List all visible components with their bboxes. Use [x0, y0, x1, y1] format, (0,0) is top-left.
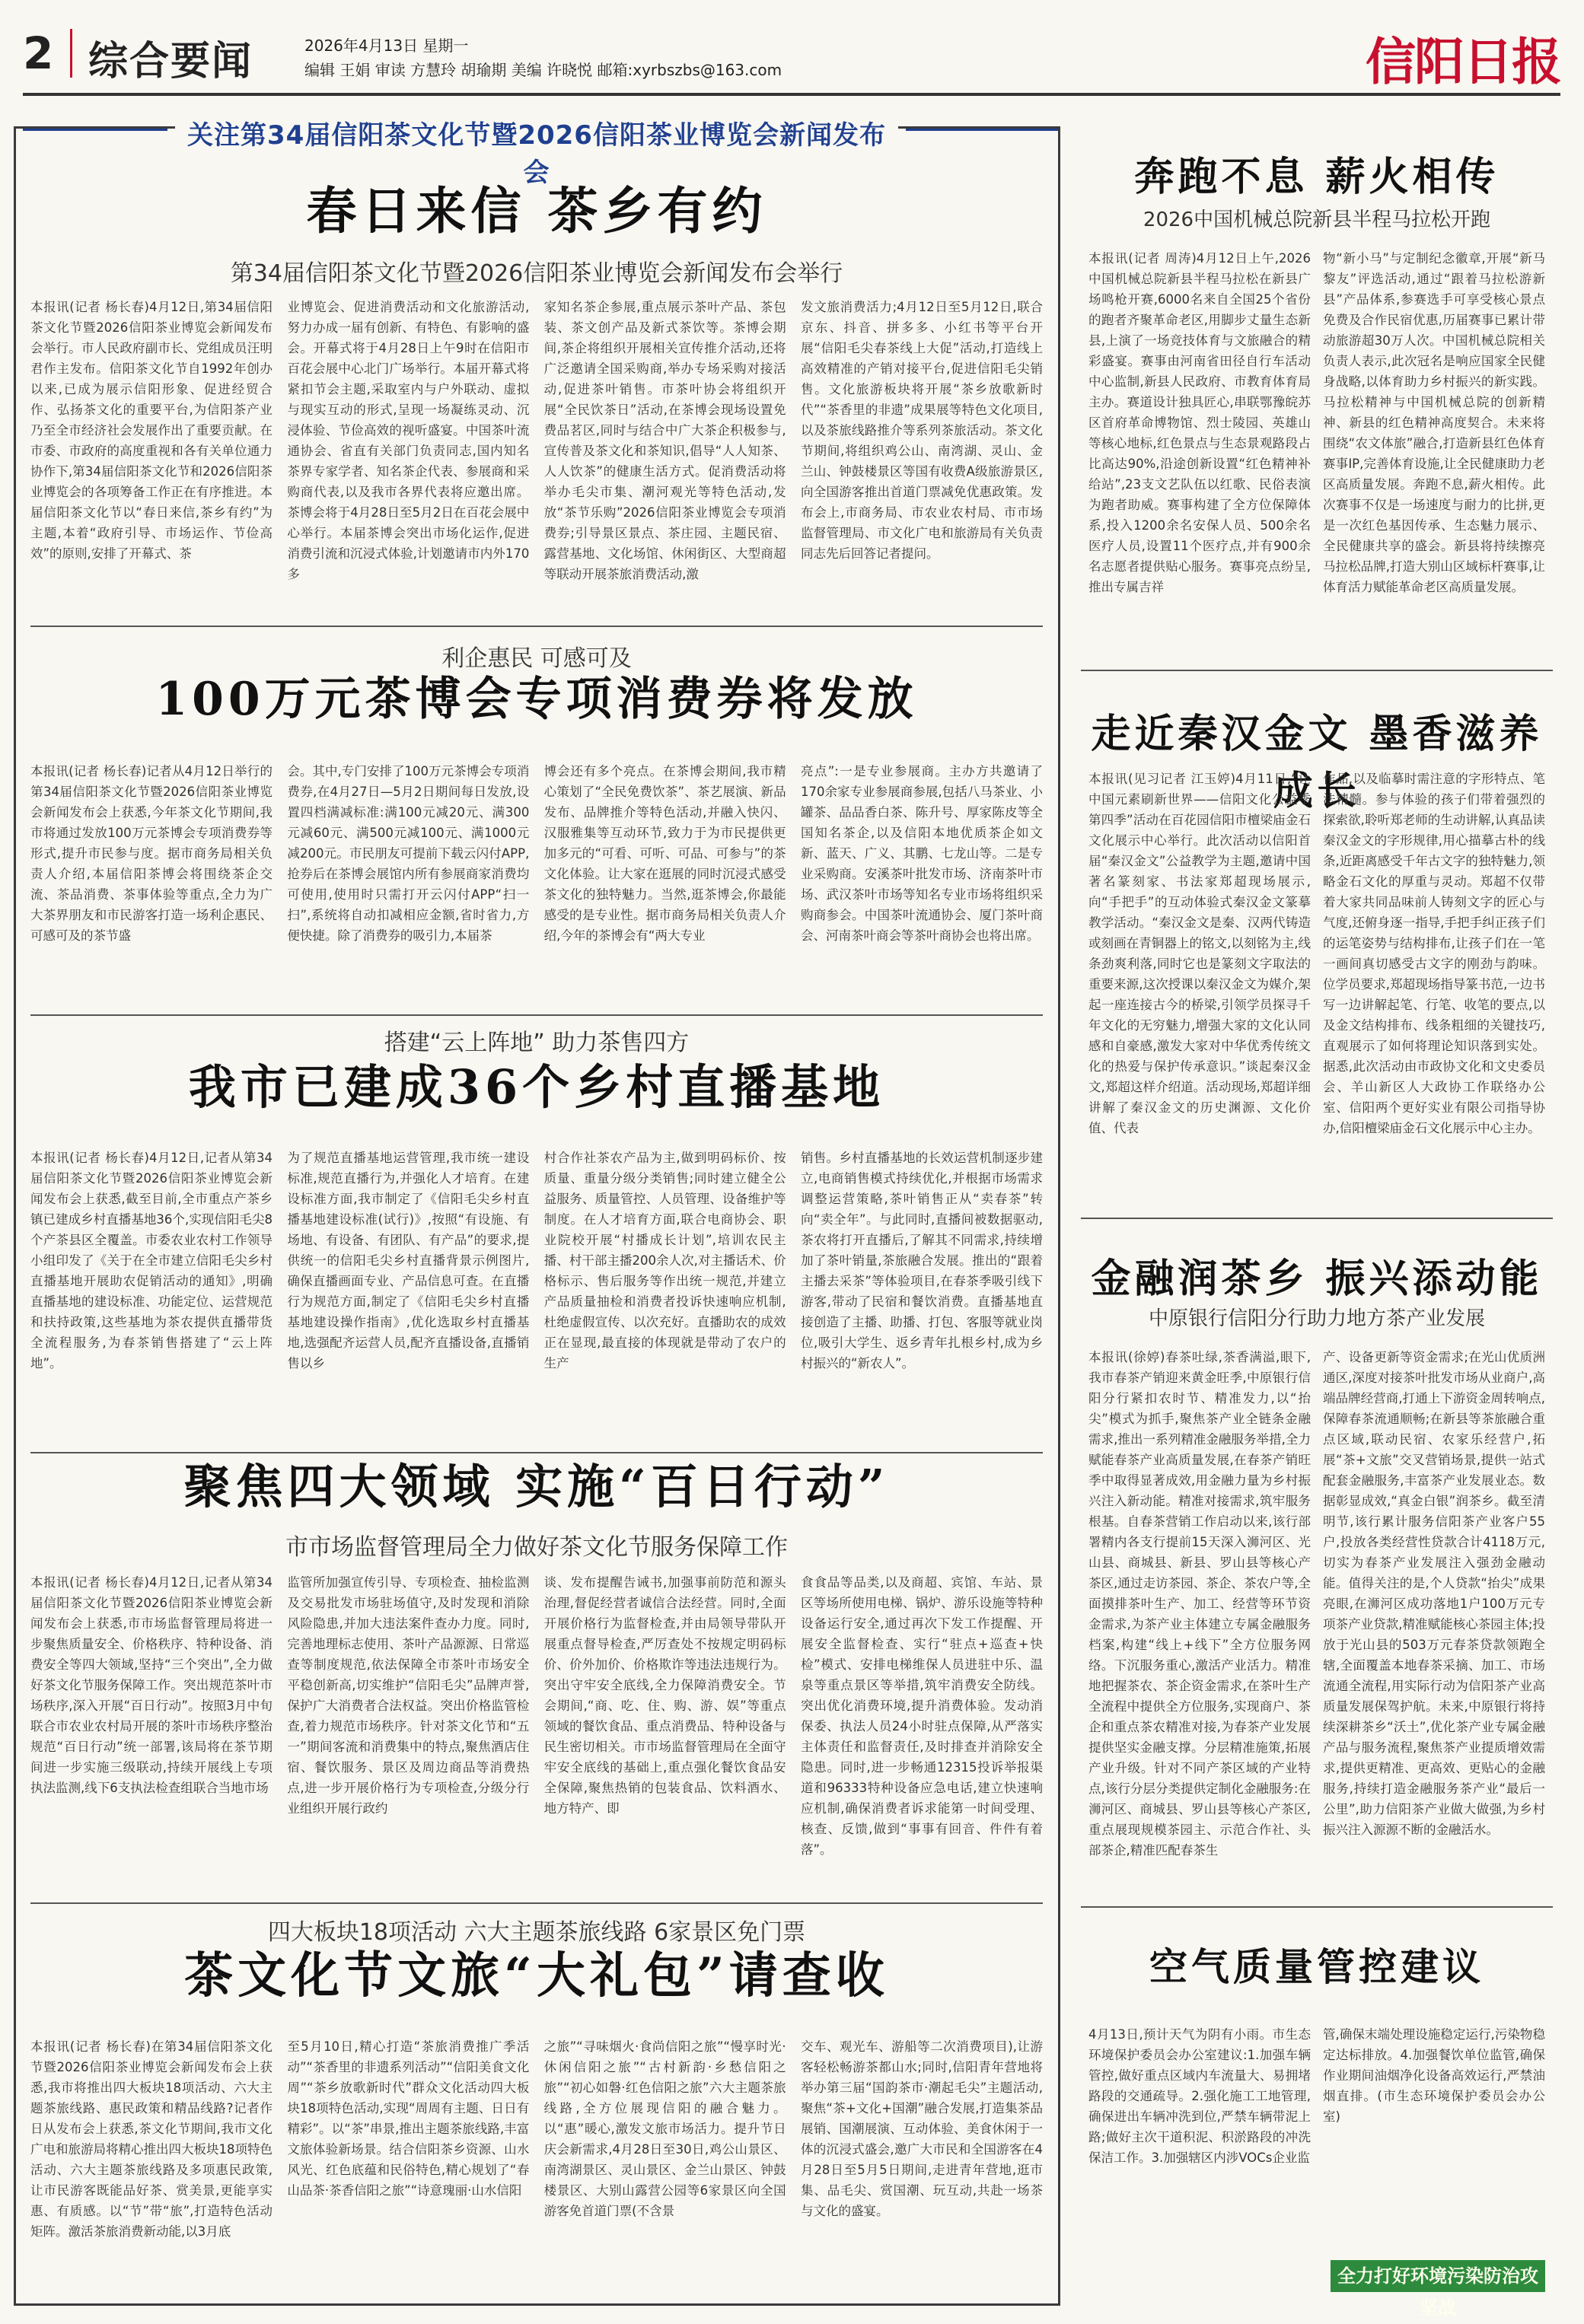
article4-body — [30, 1572, 1043, 1892]
right2-body — [1088, 769, 1545, 1195]
article1-col: 发文旅消费活力;4月12日至5月12日,联合京东、抖音、拼多多、小红书等平台开展“信阳毛尖春茶线上大促”活动,打造线上高效精准的产销对接平台,促进信阳毛尖销售。文化旅游板块将开展“茶乡放歌新时代”“茶香里的非遗”成果展等特色文化项目,以及茶旅线路推介等系列茶旅活动。茶文化节期间,将组织鸡公山、南湾湖、灵山、金兰山、钟鼓楼景区等国有收费A级旅游景区,向全国游客推出首道门票减免优惠政策。发布会上,市商务局、市农业农村局、市市场监督管理局、市文化广电和旅游局有关负责同志先后回答记者提问。 — [800, 300, 1043, 561]
article2-kicker: 利企惠民 可感可及 — [441, 645, 632, 672]
right3-subtitle: 中原银行信阳分行助力地方茶产业发展 — [1148, 1307, 1485, 1330]
article5-body — [30, 2036, 1043, 2295]
article5-col: 之旅”“寻味烟火·食尚信阳之旅”“慢享时光·休闲信阳之旅”“古村新韵·乡愁信阳之旅”“初心如磐·红色信阳之旅”六大主题茶旅线路,全方位展现信阳的融合魅力。以“惠”暖心,激发文旅市场活力。提升节日庆会新需求,4月28日至30日,鸡公山景区、南湾湖景区、灵山景区、金兰山景区、钟鼓楼景区、大别山露营公园等6家景区向全国游客免首道门票(不含景 — [543, 2039, 786, 2218]
newspaper-logo: 信阳日报 — [1366, 32, 1560, 91]
banner-text: 关注第34届信阳茶文化节暨2026信阳茶业博览会新闻发布会 — [175, 114, 898, 189]
divider — [1081, 1218, 1553, 1219]
article3-col: 村合作社茶农产品为主,做到明码标价、按质量、重量分级分类销售;同时建立健全公益服务、质量管控、人员管理、设备维护等制度。在人才培育方面,联合电商协会、职业院校开展“村播成长计划”,培训农民主播、村干部主播200余人次,对主播话术、价格标示、售后服务等作出统一规范,并建立产品质量抽检和消费者投诉快速响应机制,杜绝虚假宣传、以次充好。直播助农的成效正在显现,最直接的体现就是带动了农户的生产 — [543, 1151, 786, 1371]
right4-body — [1088, 2024, 1545, 2252]
right3-col: 本报讯(徐婷)春茶吐绿,茶香满溢,眼下,我市春茶产销迎来黄金旺季,中原银行信阳分行紧扣农时节、精准发力,以“抬尖”模式为抓手,聚焦茶产业全链条金融需求,推出一系列精准金融服务举措,全力赋能春茶产业高质量发展,在春茶产销旺季中取得显著成效,用金融力量为乡村振兴注入新动能。精准对接需求,筑牢服务根基。自春茶营销工作启动以来,该行部署精内各支行提前15天深入浉河区、光山县、商城县、新县、罗山县等核心产茶区,通过走访茶园、茶企、茶农户等,全面摸排茶叶生产、加工、经营等环节资金需求,为茶产业主体建立专属金融服务档案,构建“线上+线下”全方位服务网络。下沉服务重心,激活产业活力。精准地把握茶农、茶企资金需求,在茶叶生产全流程中提供全方位服务,实现商户、茶企和重点茶农精准对接,为春茶产业发展提供坚实金融支撑。分层精准施策,拓展产业升级。针对不同产茶区域的产业特点,该行分层分类提供定制化金融服务:在浉河区、商城县、罗山县等核心产茶区,重点展现规模茶园主、示范合作社、头部茶企,精准匹配春茶生 — [1088, 1350, 1311, 1858]
right1-subtitle: 2026中国机械总院新县半程马拉松开跑 — [1143, 209, 1491, 231]
section-name: 综合要闻 — [88, 39, 253, 84]
article4-title: 聚焦四大领域 实施“百日行动” — [183, 1459, 890, 1514]
article3-title: 我市已建成36个乡村直播基地 — [188, 1059, 885, 1115]
page-number: 2 — [23, 27, 54, 79]
article5-title: 茶文化节文旅“大礼包”请查收 — [184, 1947, 889, 2004]
staff-line: 编辑 王娟 审读 方慧玲 胡瑜期 美编 许晓悦 邮箱:xyrbszbs@163.com — [304, 61, 782, 79]
article5-col: 本报讯(记者 杨长春)在第34届信阳茶文化节暨2026信阳茶业博览会新闻发布会上获悉,我市将推出四大板块18项活动、六大主题茶旅线路、惠民政策和精品线路?记者作日从发布会上获悉,茶文化节期间,我市文化广电和旅游局将精心推出四大板块18项特色活动、六大主题茶旅线路及多项惠民政策,让市民游客既能品好茶、赏美景,更能享实惠、有质感。以“节”带“旅”,打造特色活动矩阵。激活茶旅消费新动能,以3月底 — [30, 2039, 272, 2239]
article2-col: 亮点”:一是专业参展商。主办方共邀请了170余家专业参展商参展,包括八马茶业、小罐茶、品品香白茶、陈升号、厚家陈皮等全国知名茶企,以及信阳本地优质茶企如文新、蓝天、广义、其鹏、七龙山等。二是专业采购商。安溪茶叶批发市场、济南茶叶市场、武汉茶叶市场等知名专业市场将组织采购商参会。中国茶叶流通协会、厦门茶叶商会、河南茶叶商会等茶叶商协会也将出席。 — [800, 764, 1043, 943]
divider — [30, 1014, 1043, 1016]
article1-title: 春日来信 茶乡有约 — [306, 181, 767, 240]
article1-subtitle: 第34届信阳茶文化节暨2026信阳茶业博览会新闻发布会举行 — [230, 260, 843, 287]
article4-col: 食食品等品类,以及商超、宾馆、车站、景区等场所使用电梯、锅炉、游乐设施等特种设备运行安全,通过再次下发工作提醒、开展安全监督检查、实行“驻点+巡查+快检”模式、安排电梯维保人员进驻中乐、温泉等重点景区等举措,筑牢消费安全防线。突出优化消费环境,提升消费体验。发动消保委、执法人员24小时驻点保障,从严落实主体责任和监督责任,及时排查并消除安全隐患。同时,进一步畅通12315投诉举报渠道和96333特种设备应急电话,建立快速响应机制,确保消费者诉求能第一时间受理、核查、反馈,做到“事事有回音、件件有着落”。 — [800, 1575, 1043, 1857]
issue-date: 2026年4月13日 星期一 — [304, 37, 469, 55]
header-divider — [70, 29, 72, 78]
article2-title: 100万元茶博会专项消费券将发放 — [155, 673, 918, 726]
article3-col: 本报讯(记者 杨长春)4月12日,记者从第34届信阳茶文化节暨2026信阳茶业博览会新闻发布会上获悉,截至目前,全市重点产茶乡镇已建成乡村直播基地36个,实现信阳毛尖8个产茶县区全覆盖。市委农业农村工作领导小组印发了《关于在全市建立信阳毛尖乡村直播基地开展助农促销活动的通知》,明确直播基地的建设标准、功能定位、运营规范和扶持政策,这些基地为茶农提供直播带货全流程服务,为春茶销售搭建了“云上阵地”。 — [30, 1151, 272, 1371]
article5-col: 交车、观光车、游船等二次消费项目),让游客轻松畅游茶都山水;同时,信阳青年营地将举办第三届“国韵茶市·潮起毛尖”主题活动,聚焦“茶+文化+国潮”融合发展,打造集茶品展销、国潮展演、互动体验、美食休闲于一体的沉浸式盛会,邀广大市民和全国游客在4月28日至5月5日期间,走进青年营地,逛市集、品毛尖、赏国潮、玩互动,共赴一场茶与文化的盛宴。 — [800, 2039, 1043, 2218]
article2-body — [30, 761, 1043, 1004]
right3-body — [1088, 1347, 1545, 2108]
divider — [30, 1452, 1043, 1453]
right3-col: 产、设备更新等资金需求;在光山优质洲通区,深度对接茶叶批发市场从业商户,高端品牌经营商,打通上下游资金周转响点,保障春茶流通顺畅;在新县等茶旅融合重点区域,联动民宿、农家乐经营户,拓展“茶+文旅”交叉营销场景,提供一站式配套金融服务,丰富茶产业发展业态。数据彰显成效,“真金白银”润茶乡。截至清明节,该行累计服务信阳茶产业客户55户,投放各类经营性贷款合计4118万元,切实为春茶产业发展注入强劲金融动能。值得关注的是,个人贷款“抬尖”成果亮眼,在浉河区成功落地1户100万元专项茶产业贷款,精准赋能核心茶园主体;投放于光山县的503万元春茶贷款领跑全辖,全面覆盖本地春茶采摘、加工、市场流通全流程,用实际行动为信阳茶产业高质量发展保驾护航。未来,中原银行将持续深耕茶乡“沃土”,优化茶产业专属金融产品与服务流程,聚焦茶产业提质增效需求,提供更精准、更高效、更贴心的金融服务,持续打造金融服务茶产业“最后一公里”,助力信阳茶产业做大做强,为乡村振兴注入源源不断的金融活水。 — [1323, 1350, 1545, 1837]
article4-col: 监管所加强宣传引导、专项检查、抽检监测及交易批发市场驻场值守,及时发现和消除风险隐患,并加大违法案件查办力度。同时,完善地理标志使用、茶叶产品源源、日常巡查等制度规范,依法保障全市茶叶市场安全平稳创新高,切实维护“信阳毛尖”品牌声誉,保护广大消费者合法权益。突出价格监管检查,着力规范市场秩序。针对茶文化节和“五一”期间客流和消费集中的特点,聚焦酒店住宿、餐饮服务、景区及周边商品等消费热点,进一步开展价格行为专项检查,分级分行业组织开展行政约 — [287, 1575, 530, 1816]
article3-kicker: 搭建“云上阵地” 助力茶售四方 — [384, 1030, 690, 1056]
article4-col: 本报讯(记者 杨长春)4月12日,记者从第34届信阳茶文化节暨2026信阳茶业博览会新闻发布会上获悉,市市场监督管理局将进一步聚焦质量安全、价格秩序、特种设备、消费安全等四大领域,坚持“三个突出”,全力做好茶文化节服务保障工作。突出规范茶叶市场秩序,深入开展“百日行动”。按照3月中旬联合市农业农村局开展的茶叶市场秩序整治规范“百日行动”统一部署,该局将在茶节期间进一步实施三级联动,持续开展线上专项执法监测,线下6支执法检查组联合当地市场 — [30, 1575, 272, 1795]
article4-col: 谈、发布提醒告诫书,加强事前防范和源头治理,督促经营者诚信合法经营。同时,全面开展价格行为监督检查,并由局领导带队开展重点督导检查,严厉查处不按规定明码标价、价外加价、价格欺诈等违法违规行为。突出守牢安全底线,全力保障消费安全。节会期间,“商、吃、住、购、游、娱”等重点领域的餐饮食品、重点消费品、特种设备与民生密切相关。市市场监督管理局在全面守牢安全底线的基础上,重点强化餐饮食品安全保障,聚焦热销的包装食品、饮料酒水、地方特产、即 — [543, 1575, 786, 1816]
article4-subtitle: 市市场监督管理局全力做好茶文化节服务保障工作 — [285, 1534, 788, 1561]
right2-col: 作品,以及临摹时需注意的字形特点、笔法精髓。参与体验的孩子们带着强烈的探索欲,聆听郑老师的生动讲解,认真品读秦汉金文的字形规律,用心描摹古朴的线条,近距离感受千年古文字的独特魅力,领略金石文化的厚重与灵动。郑超不仅带着大家共同品味前人铸刻文字的匠心与气度,还俯身逐一指导,手把手纠正孩子们的运笔姿势与结构排布,让孩子们在一笔一画间真切感受古文字的刚劲与韵味。位学员要求,郑超现场指导篆书范,一边书写一边讲解起笔、行笔、收笔的要点,以及金文结构排布、线条粗细的关键技巧,直观展示了如何将理论知识落到实处。据悉,此次活动由市政协文化和文史委员会、羊山新区人大政协工作联络办公室、信阳两个更好实业有限公司指导协办,信阳檀梁庙金石文化展示中心主办。 — [1323, 772, 1545, 1135]
right3-title: 金融润茶乡 振兴添动能 — [1091, 1256, 1543, 1302]
right2-title: 走近秦汉金文 墨香滋养成长 — [1091, 711, 1543, 814]
right4-col: 管,确保末端处理设施稳定运行,污染物稳定达标排放。4.加强餐饮单位监管,确保作业期间油烟净化设备高效运行,严禁油烟直排。(市生态环境保护委员会办公室) — [1323, 2027, 1545, 2124]
article2-col: 会。其中,专门安排了100万元茶博会专项消费券,在4月27日—5月2日期间每日发放,设置四档满减标准:满100元减20元、满300元减60元、满500元减100元、满1000元减200元。市民朋友可提前下载云闪付APP,抢券后在茶博会展馆内所有参展商家消费均可使用,使用时只需打开云闪付APP“扫一扫”,系统将自动扣减相应金额,省时省力,方便快捷。除了消费券的吸引力,本届茶 — [287, 764, 530, 943]
article3-col: 销售。乡村直播基地的长效运营机制逐步建立,电商销售模式持续优化,并根据市场需求调整运营策略,茶叶销售正从“卖春茶”转向“卖全年”。与此同时,直播间被数据驱动,茶农将打开直播后,了解其不同需求,持续增加了茶叶销量,茶旅融合发展。推出的“跟着主播去采茶”等体验项目,在春茶季吸引线下游客,带动了民宿和餐饮消费。直播基地直接创造了主播、助播、打包、客服等就业岗位,吸引大学生、返乡青年扎根乡村,成为乡村振兴的“新农人”。 — [800, 1151, 1043, 1371]
slogan-banner: 全力打好环境污染防治攻坚战 — [1331, 2260, 1545, 2292]
right4-col: 4月13日,预计天气为阴有小雨。市生态环境保护委员会办公室建议:1.加强车辆管控,做好重点区域内车流量大、易拥堵路段的交通疏导。2.强化施工工地管理,确保进出车辆冲洗到位,严禁车辆带泥上路;做好主次干道积泥、积淤路段的冲洗保洁工作。3.加强辖区内涉VOCs企业监 — [1088, 2027, 1311, 2165]
article3-col: 为了规范直播基地运营管理,我市统一建设标准,规范直播行为,并强化人才培育。在建设标准方面,我市制定了《信阳毛尖乡村直播基地建设标准(试行)》,按照“有设施、有场地、有设备、有团队、有产品”的要求,提供统一的信阳毛尖乡村直播背景示例图片,确保直播画面专业、产品信息可查。在直播行为规范方面,制定了《信阳毛尖乡村直播基地建设操作指南》,优化选取乡村直播基地,选强配齐运营人员,配齐直播设备,直播销售以乡 — [287, 1151, 530, 1371]
article2-col: 博会还有多个亮点。在茶博会期间,我市精心策划了“全民免费饮茶”、茶艺展演、新品发布、品牌推介等特色活动,并融入快闪、汉服雅集等互动环节,致力于为市民提供更加多元的“可看、可听、可品、可参与”的茶文化体验。让大家在逛展的同时沉浸式感受茶文化的独特魅力。当然,逛茶博会,你最能感受的是专业性。据市商务局相关负责人介绍,今年的茶博会有“两大专业 — [543, 764, 786, 943]
article3-body — [30, 1148, 1043, 1444]
article5-col: 至5月10日,精心打造“茶旅消费推广季活动”“茶香里的非遗系列活动”“信阳美食文化周”“茶乡放歌新时代”群众文化活动四大板块18项特色活动,实现“周周有主题、日日有精彩”。以“茶”串景,推出主题茶旅线路,丰富文旅体验新场景。结合信阳茶乡资源、山水风光、红色底蕴和民俗特色,精心规划了“春山品茶·茶香信阳之旅”“诗意瑰丽·山水信阳 — [287, 2039, 530, 2198]
right1-col: 本报讯(记者 周涛)4月12日上午,2026中国机械总院新县半程马拉松在新县广场鸣枪开赛,6000名来自全国25个省份的跑者齐聚革命老区,用脚步丈量生态新县,上演了一场竞技体育与文旅融合的精彩盛宴。赛事由河南省田径自行车活动中心监制,新县人民政府、市教育体育局主办。赛道设计独具匠心,串联鄂豫皖苏区首府革命博物馆、烈士陵园、英雄山等核心地标,红色景点与生态景观路段占比高达90%,沿途创新设置“红色精神补给站”,23支文艺队伍以红歌、民俗表演为跑者助威。赛事构建了全方位保障体系,投入1200余名安保人员、500余名医疗人员,设置11个医疗点,并有900余名志愿者提供贴心服务。赛事亮点纷呈,推出专属吉祥 — [1088, 251, 1311, 594]
right1-col: 物“新小马”与定制纪念徽章,开展“新马黎友”评选活动,通过“跟着马拉松游新县”产品体系,参赛选手可享受核心景点免费及合作民宿优惠,历届赛事已累计带动旅游超30万人次。中国机械总院相关负责人表示,此次冠名是响应国家全民健身战略,以体育助力乡村振兴的新实践。马拉松精神与中国机械总院的创新精神、新县的红色精神高度契合。未来将围绕“农文体旅”融合,打造新县红色体育赛事IP,完善体育设施,让全民健康助力老区高质量发展。奔跑不息,薪火相传。此次赛事不仅是一场速度与耐力的比拼,更是一次红色基因传承、生态魅力展示、全民健康共享的盛会。新县将持续擦亮马拉松品牌,打造大别山区域标杆赛事,让体育活力赋能革命老区高质量发展。 — [1323, 251, 1545, 594]
divider — [30, 1902, 1043, 1904]
article2-col: 本报讯(记者 杨长春)记者从4月12日举行的第34届信阳茶文化节暨2026信阳茶业博览会新闻发布会上获悉,今年茶文化节期间,我市将通过发放100万元茶博会专项消费券等形式,提升市民参与度。据市商务局相关负责人介绍,本届信阳茶博会将围绕茶企交流、茶品消费、茶事体验等重点,全力为广大茶界朋友和市民游客打造一场利企惠民、可感可及的茶节盛 — [30, 764, 272, 943]
right2-col: 本报讯(见习记者 江玉婷)4月11日,“让中国元素刷新世界——信阳文化公益季第四季”活动在百花园信阳市檀梁庙金石文化展示中心举行。此次活动以信阳首届“秦汉金文”公益教学为主题,邀请中国著名篆刻家、书法家郑超现场展示,向“手把手”的互动体验式秦汉金文篆摹教学活动。“秦汉金文是秦、汉两代铸造或刻画在青铜器上的铭文,以刻铭为主,线条劲爽利落,同时它也是篆刻文字取法的重要来源,这次授课以秦汉金文为媒介,架起一座连接古今的桥梁,引领学员探寻千年文化的无穷魅力,增强大家的文化认同感和自豪感,激发大家对中华优秀传统文化的热爱与保护传承意识。”谈起秦汉金文,郑超这样介绍道。活动现场,郑超详细讲解了秦汉金文的历史渊源、文化价值、代表 — [1088, 772, 1311, 1135]
header-info — [304, 33, 782, 82]
header-rule — [23, 93, 1560, 96]
right4-title: 空气质量管控建议 — [1149, 1944, 1484, 1989]
divider — [30, 626, 1043, 627]
right1-body — [1088, 248, 1545, 629]
article1-body — [30, 297, 1043, 609]
page-header — [23, 21, 1560, 91]
right1-title: 奔跑不息 薪火相传 — [1134, 154, 1500, 200]
divider — [1081, 670, 1553, 671]
article5-kicker: 四大板块18项活动 六大主题茶旅线路 6家景区免门票 — [267, 1919, 806, 1946]
divider — [1081, 1906, 1553, 1908]
feature-banner — [23, 114, 1050, 188]
article1-col: 业博览会、促进消费活动和文化旅游活动,努力办成一届有创新、有特色、有影响的盛会。开幕式将于4月28日上午9时在信阳市百花会展中心北门广场举行。本届开幕式将紧扣节会主题,采取室内与户外联动、虚拟与现实互动的形式,呈现一场凝练灵动、沉浸体验、节俭高效的视听盛宴。中国茶叶流通协会、省直有关部门负责同志,国内知名茶界专家学者、知名茶企代表、参展商和采购商代表,以及我市各界代表将应邀出席。茶博会将于4月28日至5月2日在百花会展中心举行。本届茶博会突出市场化运作,促进消费引流和沉浸式体验,计划邀请市内外170多 — [287, 300, 530, 581]
article1-col: 家知名茶企参展,重点展示茶叶产品、茶包装、茶文创产品及新式茶饮等。茶博会期间,茶企将组织开展相关宣传推介活动,还将广泛邀请全国采购商,举办专场采购对接活动,促进茶叶销售。市茶叶协会将组织开展“全民饮茶日”活动,在茶博会现场设置免费品茗区,同时与结合中广大茶企积极参与,宣传普及茶文化和茶知识,倡导“人人知茶、人人饮茶”的健康生活方式。促消费活动将举办毛尖市集、潮河观光等特色活动,发放“茶节乐购”2026信阳茶业博览会专项消费券;引导景区景点、茶庄园、主题民宿、露营基地、文化场馆、休闲街区、大型商超等联动开展茶旅消费活动,激 — [543, 300, 786, 581]
article1-col: 本报讯(记者 杨长春)4月12日,第34届信阳茶文化节暨2026信阳茶业博览会新闻发布会举行。市人民政府副市长、党组成员汪明君作主发布。信阳茶文化节自1992年创办以来,已成为展示信阳形象、促进经贸合作、弘扬茶文化的重要平台,为信阳茶产业乃至全市经济社会发展作出了重要贡献。在市委、市政府的高度重视和各有关单位通力协作下,第34届信阳茶文化节和2026信阳茶业博览会的各项筹备工作正在有序推进。本届信阳茶文化节以“春日来信,茶乡有约”为主题,本着“政府引导、市场运作、节俭高效”的原则,安排了开幕式、茶 — [30, 300, 272, 561]
